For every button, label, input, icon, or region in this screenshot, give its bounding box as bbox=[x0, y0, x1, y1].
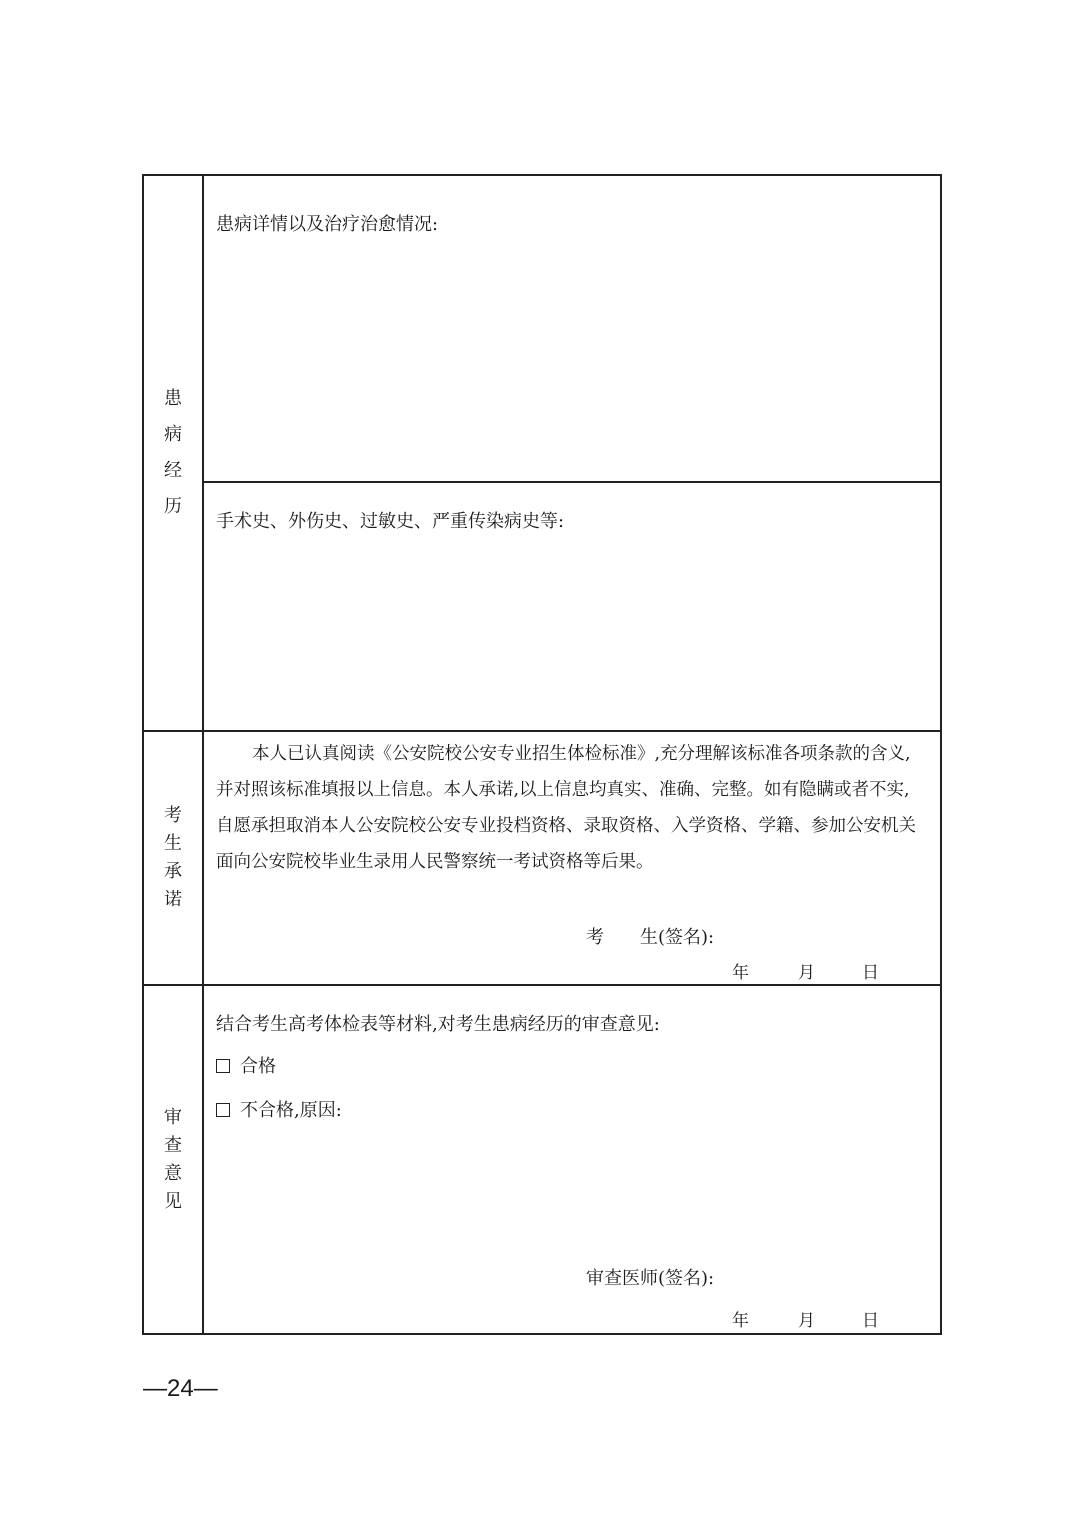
day-label: 日 bbox=[862, 963, 879, 983]
commitment-line: 自愿承担取消本人公安院校公安专业投档资格、录取资格、入学资格、学籍、参加公安机关 bbox=[216, 816, 916, 836]
commitment-label bbox=[144, 732, 204, 984]
fail-option-label: 不合格,原因: bbox=[240, 1100, 342, 1121]
review-label-char: 查 bbox=[164, 1134, 182, 1156]
commitment-row bbox=[144, 732, 940, 986]
history-row bbox=[144, 176, 940, 732]
review-label-char: 见 bbox=[164, 1190, 182, 1212]
history-label-char: 经 bbox=[164, 460, 182, 481]
history-label-char: 病 bbox=[164, 424, 182, 445]
month-label: 月 bbox=[798, 963, 815, 983]
doctor-signature-label: 审查医师(签名): bbox=[586, 1268, 715, 1289]
commitment-line: 本人已认真阅读《公安院校公安专业招生体检标准》,充分理解该标准各项条款的含义, bbox=[252, 744, 911, 764]
review-date bbox=[732, 1306, 879, 1331]
history-content bbox=[204, 176, 940, 730]
commitment-line: 并对照该标准填报以上信息。本人承诺,以上信息均真实、准确、完整。如有隐瞒或者不实, bbox=[216, 780, 910, 800]
page-number: —24— bbox=[143, 1375, 218, 1402]
pass-option-label: 合格 bbox=[240, 1056, 276, 1077]
review-label-char: 审 bbox=[164, 1106, 182, 1128]
review-label bbox=[144, 986, 204, 1333]
medical-history-form bbox=[142, 174, 942, 1335]
fail-option[interactable] bbox=[216, 1096, 342, 1122]
history-label-char: 患 bbox=[164, 388, 182, 409]
history-label-char: 历 bbox=[164, 496, 182, 517]
review-label-char: 意 bbox=[164, 1162, 182, 1184]
day-label: 日 bbox=[862, 1311, 879, 1331]
commitment-text bbox=[216, 736, 930, 880]
commitment-label-char: 承 bbox=[164, 861, 182, 882]
commitment-label-char: 考 bbox=[164, 805, 182, 826]
commitment-label-char: 诺 bbox=[164, 889, 182, 910]
year-label: 年 bbox=[732, 1311, 749, 1331]
surgery-history-prompt: 手术史、外伤史、过敏史、严重传染病史等: bbox=[216, 511, 565, 532]
year-label: 年 bbox=[732, 963, 749, 983]
pass-option[interactable] bbox=[216, 1052, 276, 1078]
review-row bbox=[144, 986, 940, 1333]
illness-details-prompt: 患病详情以及治疗治愈情况: bbox=[216, 214, 439, 235]
illness-details-field[interactable] bbox=[204, 176, 940, 483]
fail-checkbox[interactable] bbox=[216, 1103, 230, 1117]
candidate-signature-label: 考 生(签名): bbox=[586, 927, 715, 948]
pass-checkbox[interactable] bbox=[216, 1059, 230, 1073]
review-prompt: 结合考生高考体检表等材料,对考生患病经历的审查意见: bbox=[216, 1014, 660, 1035]
month-label: 月 bbox=[798, 1311, 815, 1331]
commitment-line: 面向公安院校毕业生录用人民警察统一考试资格等后果。 bbox=[216, 852, 654, 872]
surgery-history-field[interactable] bbox=[204, 481, 940, 730]
commitment-label-char: 生 bbox=[164, 833, 182, 854]
candidate-date bbox=[732, 958, 879, 983]
review-content bbox=[204, 986, 940, 1333]
commitment-content bbox=[204, 732, 940, 984]
history-label bbox=[144, 176, 204, 730]
